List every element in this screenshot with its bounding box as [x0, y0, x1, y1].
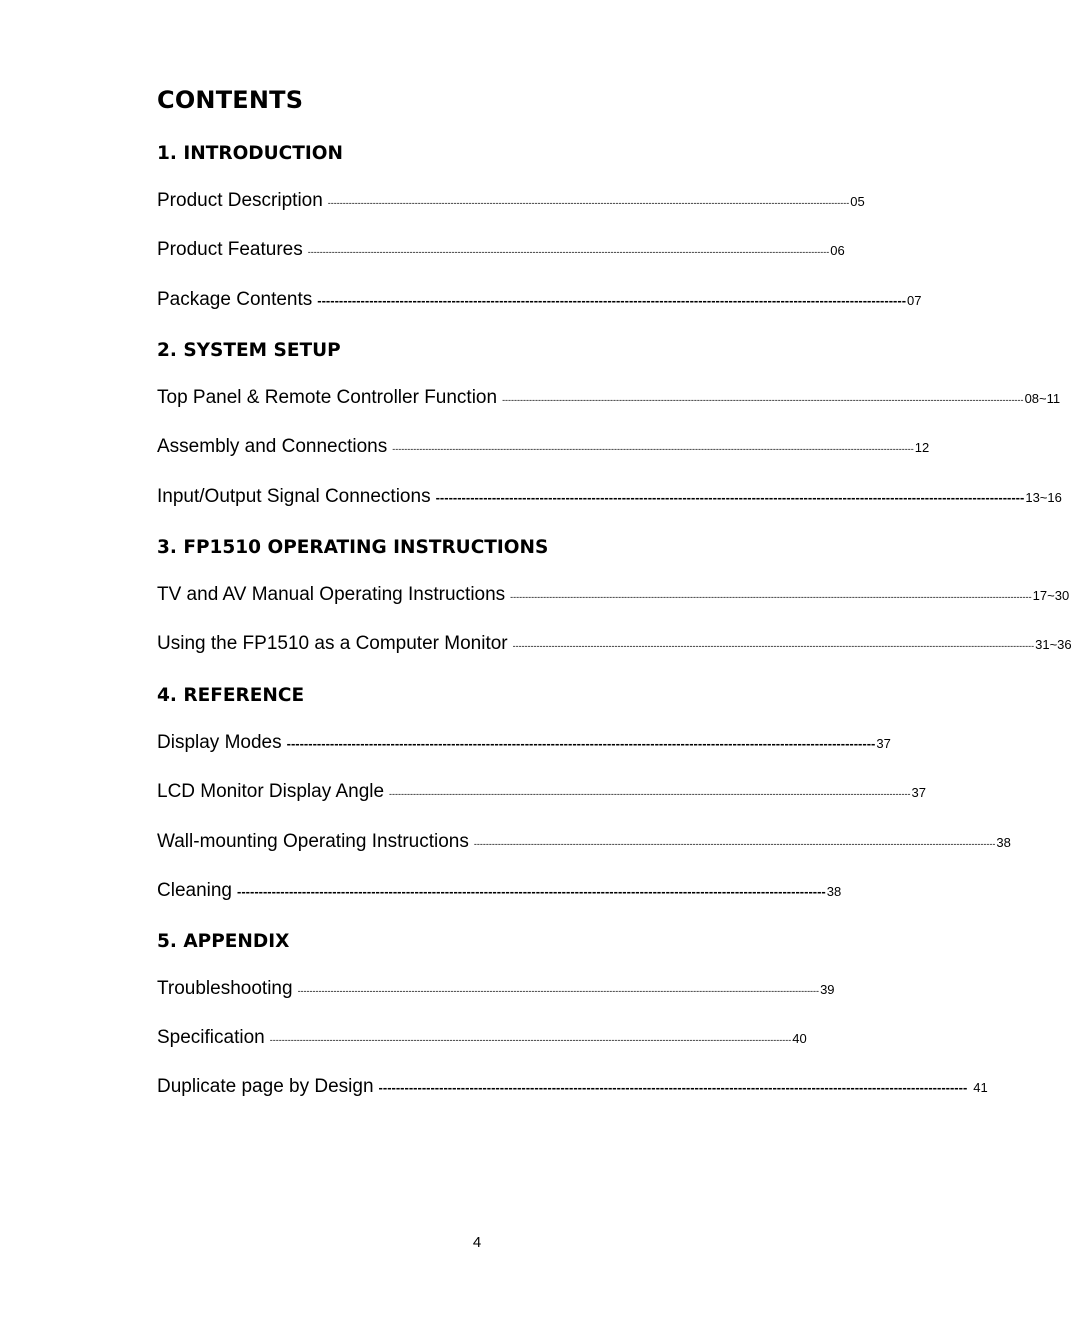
toc-entry-page: 38 [996, 835, 1011, 850]
toc-entry[interactable] [157, 781, 927, 807]
dot-leader: ---------------------------------------------------------------------------------------------------------------------------------------- [286, 736, 876, 751]
toc-entry[interactable] [157, 732, 891, 758]
toc-entry-page: 08~11 [1024, 391, 1061, 406]
toc-entry[interactable] [157, 831, 1011, 857]
toc-entry[interactable] [157, 584, 1070, 610]
section-heading-appendix: 5. APPENDIX [157, 931, 290, 952]
dot-leader: ------------------------------------------------------------------------------------------------------------------------------------------------------------------------------ [512, 641, 1035, 651]
toc-entry-page: 12 [914, 440, 930, 455]
toc-entry-page: 06 [830, 243, 845, 258]
toc-entry[interactable] [157, 239, 845, 265]
toc-entry-page: 38 [826, 884, 842, 899]
toc-entry-label: Assembly and Connections [157, 436, 388, 457]
dot-leader: ------------------------------------------------------------------------------------------------------------------------------------------------------------------------------ [389, 789, 911, 799]
toc-entry-label: TV and AV Manual Operating Instructions [157, 584, 506, 605]
toc-entry-label: Product Description [157, 190, 323, 211]
section-heading-reference: 4. REFERENCE [157, 685, 305, 706]
toc-entry-page: 07 [907, 293, 922, 308]
page-number: 4 [472, 1234, 482, 1251]
toc-entry-label: Duplicate page by Design [157, 1076, 374, 1097]
toc-entry[interactable] [157, 387, 1061, 413]
dot-leader: ---------------------------------------------------------------------------------------------------------------------------------------- [317, 293, 907, 308]
dot-leader: ---------------------------------------------------------------------------------------------------------------------------------------- [378, 1080, 968, 1095]
toc-entry-page: 39 [820, 982, 835, 997]
dot-leader: ------------------------------------------------------------------------------------------------------------------------------------------------------------------------------ [269, 1035, 792, 1045]
contents-title: CONTENTS [157, 86, 304, 114]
toc-entry[interactable] [157, 486, 1062, 512]
toc-entry-page: 17~30 [1032, 588, 1070, 603]
dot-leader: ---------------------------------------------------------------------------------------------------------------------------------------- [435, 490, 1025, 505]
toc-entry[interactable] [157, 978, 835, 1004]
toc-entry-page: 40 [792, 1031, 807, 1046]
toc-entry-page: 37 [911, 785, 927, 800]
toc-entry[interactable] [157, 436, 930, 462]
toc-entry-page: 31~36 [1035, 637, 1072, 652]
toc-entry-label: Display Modes [157, 732, 282, 753]
toc-entry[interactable] [157, 880, 842, 906]
toc-entry-label: Product Features [157, 239, 303, 260]
toc-entry-label: Top Panel & Remote Controller Function [157, 387, 498, 408]
toc-entry-label: Package Contents [157, 289, 313, 310]
toc-entry[interactable] [157, 190, 865, 216]
toc-entry-page: 13~16 [1025, 490, 1062, 505]
toc-entry-page: 37 [876, 736, 891, 751]
section-heading-operating-instructions: 3. FP1510 OPERATING INSTRUCTIONS [157, 537, 549, 558]
toc-entry-page: 41 [973, 1080, 988, 1095]
toc-entry-label: Input/Output Signal Connections [157, 486, 431, 507]
toc-entry-label: Wall-mounting Operating Instructions [157, 831, 469, 852]
dot-leader: ------------------------------------------------------------------------------------------------------------------------------------------------------------------------------ [510, 592, 1032, 602]
dot-leader: ------------------------------------------------------------------------------------------------------------------------------------------------------------------------------ [327, 198, 850, 208]
section-heading-introduction: 1. INTRODUCTION [157, 143, 343, 164]
dot-leader: ------------------------------------------------------------------------------------------------------------------------------------------------------------------------------ [502, 395, 1024, 405]
dot-leader: ------------------------------------------------------------------------------------------------------------------------------------------------------------------------------ [473, 839, 996, 849]
toc-entry-label: Troubleshooting [157, 978, 293, 999]
toc-entry-label: Cleaning [157, 880, 232, 901]
toc-entry[interactable] [157, 633, 1072, 659]
toc-entry-label: Specification [157, 1027, 265, 1048]
toc-entry[interactable] [157, 1027, 807, 1053]
toc-entry-page: 05 [850, 194, 865, 209]
toc-entry-label: Using the FP1510 as a Computer Monitor [157, 633, 508, 654]
dot-leader: ---------------------------------------------------------------------------------------------------------------------------------------- [237, 884, 826, 899]
dot-leader: ------------------------------------------------------------------------------------------------------------------------------------------------------------------------------ [392, 444, 914, 454]
toc-entry[interactable] [157, 289, 922, 315]
dot-leader: ------------------------------------------------------------------------------------------------------------------------------------------------------------------------------ [297, 986, 820, 996]
dot-leader: ------------------------------------------------------------------------------------------------------------------------------------------------------------------------------ [307, 247, 830, 257]
toc-entry[interactable] [157, 1076, 988, 1102]
toc-entry-label: LCD Monitor Display Angle [157, 781, 385, 802]
section-heading-system-setup: 2. SYSTEM SETUP [157, 340, 341, 361]
